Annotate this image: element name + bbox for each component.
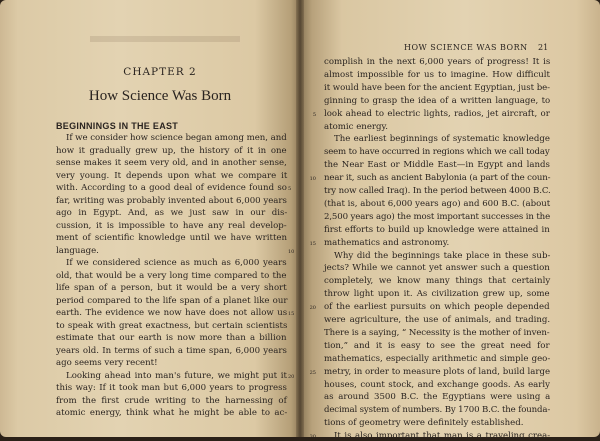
text-line: almost impossible for us to imagine. How difficult	[324, 69, 550, 80]
text-line: old, that would be a very long time compared to the	[56, 270, 287, 281]
text-line: If we considered science as much as 6,000 years	[66, 258, 287, 268]
text-line: language.	[56, 245, 99, 256]
text-line: tions of geometry were definitely established.	[324, 418, 524, 429]
text-line: years old. In terms of such a time span, 6,000 years	[56, 345, 287, 356]
line-number: 5	[288, 186, 292, 192]
text-line: throw light upon it. As civilization grew up, some	[324, 289, 550, 300]
text-line: period compared to the life span of a planet like our	[56, 295, 288, 306]
text-line: ago in Egypt. And, as we just saw in our dis-	[56, 208, 288, 218]
text-line: houses, count stock, and exchange goods. As early	[324, 379, 551, 390]
text-line: were agriculture, the use of animals, and trading.	[324, 315, 551, 325]
line-number: 10	[288, 248, 295, 255]
text-line: of the earliest pursuits on which people depended	[324, 302, 550, 313]
text-line: (that is, about 6,000 years ago) and 600 B.C. (about	[324, 198, 551, 209]
text-line: far, writing was probably invented about 6,000 years	[56, 195, 287, 206]
line-number: 15	[288, 311, 295, 317]
show-through-text	[90, 36, 240, 42]
book-gutter	[296, 0, 304, 437]
text-line: There is a saying, “ Necessity is the mother of inven-	[324, 327, 550, 338]
text-line: decimal system of numbers. By 1700 B.C. the founda-	[324, 405, 551, 416]
text-line: cussion, it is impossible to have any real develop-	[56, 220, 287, 231]
text-line: Looking ahead into man's future, we might put it	[66, 370, 287, 381]
text-line: seem to have occurred in regions which we call today	[324, 147, 550, 158]
text-line: If we consider how science began among men, and	[66, 133, 287, 143]
text-line: metry, in order to measure plots of land, build large	[324, 366, 551, 377]
text-line: mathematics and astronomy.	[324, 237, 450, 248]
line-number: 15	[309, 240, 316, 247]
running-head: HOW SCIENCE WAS BORN	[404, 43, 528, 52]
text-line: look ahead to electric lights, radios, jet aircraft, or	[324, 108, 550, 119]
text-line: ginning to grasp the idea of a written language, to	[324, 95, 551, 106]
line-number: 20	[288, 373, 295, 380]
line-number: 10	[309, 176, 316, 183]
line-number: 20	[309, 305, 316, 312]
text-line: completely, we know many things that certainly	[324, 276, 551, 287]
text-line: atomic energy, think what he might be able to ac-	[56, 408, 288, 418]
text-line: complish in the next 6,000 years of progress! It is	[324, 57, 551, 67]
left-page	[0, 0, 300, 437]
text-line: Why did the beginnings take place in these sub-	[334, 250, 551, 261]
page-number: 21	[538, 43, 549, 52]
text-line: sense makes it seem very old, and in another sense,	[56, 158, 287, 168]
text-line: mathematics, especially arithmetic and simple geo-	[324, 353, 551, 364]
line-number: 25	[309, 369, 316, 376]
text-line: the Near East or Middle East—in Egypt and lands	[324, 160, 550, 171]
text-line: it would have been for the ancient Egyptian, just be-	[324, 82, 551, 93]
text-line: It is also important that man is a traveling crea-	[334, 431, 551, 441]
chapter-title: How Science Was Born	[88, 88, 232, 104]
line-number: 30	[309, 434, 316, 441]
text-line: from the first crude writing to the harnessing of	[56, 395, 287, 406]
text-line: with. According to a good deal of evidence found so	[56, 183, 287, 193]
text-line: jects? While we cannot yet answer such a question	[324, 263, 550, 274]
text-line: ment of scientific knowledge until we have written	[56, 233, 288, 243]
chapter-label: CHAPTER 2	[123, 66, 197, 78]
line-number: 5	[312, 111, 316, 118]
text-line: life span of a person, but it would be a very short	[56, 283, 287, 293]
text-line: earth. The evidence we now have does not allow us	[56, 308, 288, 318]
text-line: ago seems very recent!	[56, 358, 158, 368]
text-line: near it, such as ancient Babylonia (a part of the coun-	[324, 173, 551, 184]
text-line: 2,500 years ago) the most important successes in the	[324, 211, 551, 222]
text-line: this way: If it took man but 6,000 years to progress	[56, 383, 287, 393]
text-line: atomic energy.	[324, 121, 388, 132]
section-heading: BEGINNINGS IN THE EAST	[56, 121, 179, 131]
text-line: as around 3500 B.C. the Egyptians were using a	[324, 392, 551, 403]
text-line: very young. It depends upon what we compare it	[56, 170, 288, 181]
text-line: how it gradually grew up, the history of it in one	[56, 145, 287, 156]
text-line: try now called Iraq). In the period between 4000 B.C.	[324, 186, 551, 196]
right-page	[300, 0, 600, 441]
text-line: estimate that our earth is now more than a billion	[56, 333, 287, 343]
text-line: first efforts to build up knowledge were attained in	[324, 224, 550, 235]
text-line: tion,” and it is easy to see the great need for	[324, 340, 550, 351]
text-line: to speak with great exactness, but certain scientists	[56, 320, 288, 331]
text-line: The earliest beginnings of systematic knowledge	[334, 134, 550, 145]
